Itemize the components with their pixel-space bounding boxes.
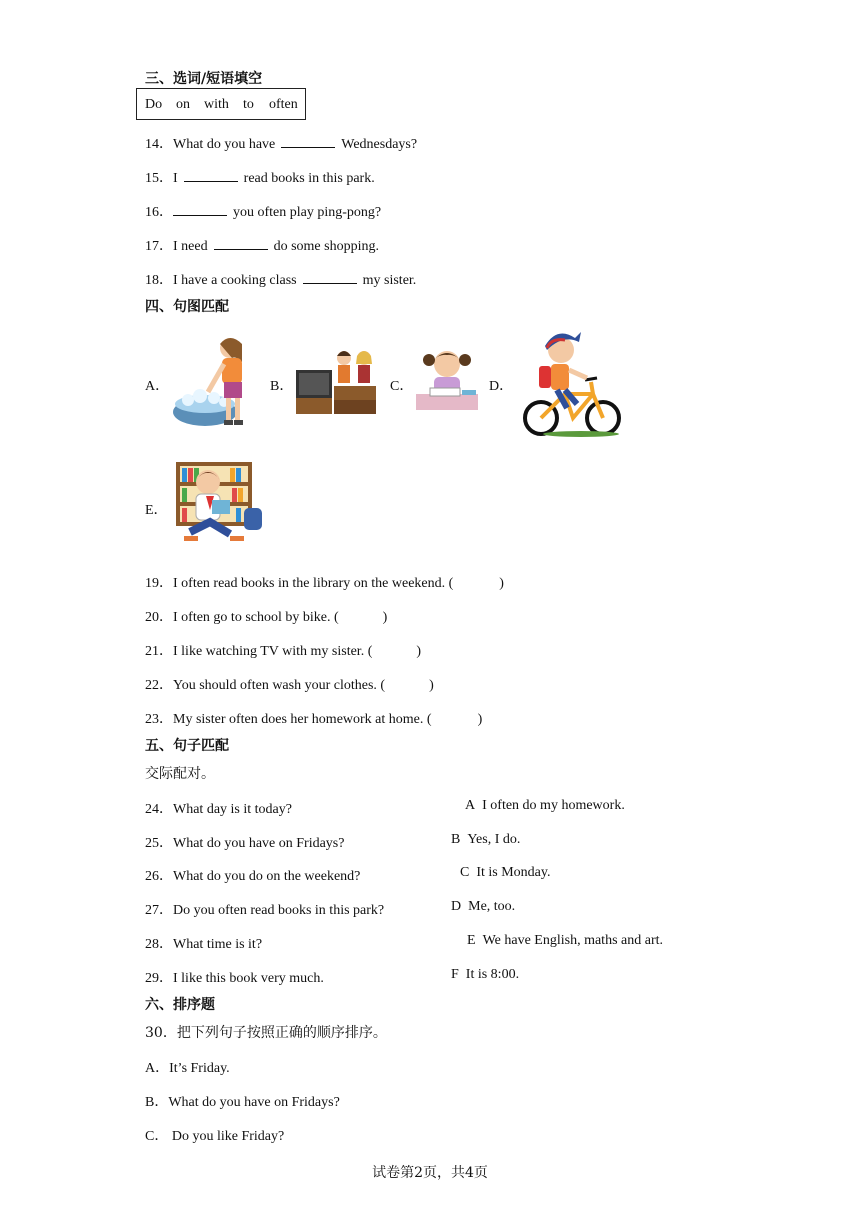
question-17 <box>145 235 379 255</box>
question-number: 23． <box>145 712 173 727</box>
close-paren: ) <box>477 712 483 727</box>
question-number: 19． <box>145 576 173 591</box>
section-6-title: 六、排序题 <box>145 997 215 1013</box>
question-16 <box>145 201 381 221</box>
reading-in-library-picture <box>170 460 266 552</box>
question-text: I have a cooking class <box>173 273 297 288</box>
question-text: my sister. <box>362 273 417 288</box>
question-number: 18． <box>145 273 173 288</box>
order-option-c: C． Do you like Friday? <box>145 1129 285 1144</box>
picture-label-b: B． <box>270 379 294 394</box>
picture-label-e: E． <box>145 503 168 518</box>
word-box <box>136 88 306 120</box>
word-option: on <box>176 97 190 112</box>
question-22 <box>145 674 434 694</box>
question-number: 15． <box>145 171 173 186</box>
question-text: You should often wash your clothes. ( <box>173 678 386 693</box>
match-question-27: 27．Do you often read books in this park? <box>145 903 385 918</box>
word-option: often <box>269 97 298 112</box>
question-text: I <box>173 171 178 186</box>
question-number: 20． <box>145 610 173 625</box>
question-text: do some shopping. <box>273 239 379 254</box>
section-5-title: 五、句子匹配 <box>145 738 229 754</box>
answer-blank[interactable] <box>184 171 238 182</box>
section-3-title: 三、选词/短语填空 <box>145 71 263 87</box>
doing-homework-picture <box>412 346 482 414</box>
question-number: 22． <box>145 678 173 693</box>
question-text: you often play ping-pong? <box>233 205 382 220</box>
question-14 <box>145 133 417 153</box>
match-question-24: 24．What day is it today? <box>145 802 292 817</box>
close-paren: ) <box>416 644 422 659</box>
question-number: 16． <box>145 205 173 220</box>
word-option: to <box>243 97 254 112</box>
question-18 <box>145 269 416 289</box>
picture-label-c: C． <box>390 379 414 394</box>
question-19 <box>145 572 504 592</box>
order-option-a: A．It’s Friday. <box>145 1061 230 1076</box>
question-text: I often go to school by bike. ( <box>173 610 339 625</box>
word-option: Do <box>145 97 163 112</box>
riding-bike-picture <box>521 322 625 442</box>
match-question-25: 25．What do you have on Fridays? <box>145 836 345 851</box>
match-answer-f: F It is 8:00. <box>451 967 520 982</box>
section-4-title: 四、句图匹配 <box>145 299 229 315</box>
question-text: I like watching TV with my sister. ( <box>173 644 373 659</box>
watching-tv-picture <box>294 346 378 416</box>
match-answer-d: D Me, too. <box>451 899 516 914</box>
close-paren: ) <box>429 678 434 693</box>
answer-blank[interactable] <box>281 137 335 148</box>
close-paren: ) <box>499 576 504 591</box>
question-number: 14． <box>145 137 173 152</box>
close-paren: ) <box>382 610 388 625</box>
question-text: What do you have <box>173 137 276 152</box>
match-answer-e: E We have English, maths and art. <box>467 933 663 948</box>
order-option-b: B．What do you have on Fridays? <box>145 1095 340 1110</box>
question-15 <box>145 167 375 187</box>
question-text: Wednesdays? <box>341 137 418 152</box>
section-5-instruction: 交际配对。 <box>145 766 215 782</box>
answer-blank[interactable] <box>303 273 357 284</box>
question-text: I often read books in the library on the weekend. ( <box>173 576 454 591</box>
question-number: 17． <box>145 239 173 254</box>
washing-clothes-picture <box>170 332 260 432</box>
question-text: read books in this park. <box>243 171 375 186</box>
question-23 <box>145 708 482 728</box>
question-20 <box>145 606 387 626</box>
question-30: 30．把下列句子按照正确的顺序排序。 <box>145 1025 387 1041</box>
question-text: My sister often does her homework at home. ( <box>173 712 432 727</box>
picture-label-d: D． <box>489 379 514 394</box>
picture-label-a: A． <box>145 379 170 394</box>
question-21 <box>145 640 421 660</box>
match-question-29: 29．I like this book very much. <box>145 971 324 986</box>
answer-blank[interactable] <box>214 239 268 250</box>
question-text: I need <box>173 239 208 254</box>
page-footer: 试卷第2页，共4页 <box>372 1165 488 1181</box>
match-question-28: 28．What time is it? <box>145 937 263 952</box>
match-answer-b: B Yes, I do. <box>451 832 521 847</box>
question-number: 21． <box>145 644 173 659</box>
match-answer-a: A I often do my homework. <box>465 798 625 813</box>
match-answer-c: C It is Monday. <box>460 865 551 880</box>
match-question-26: 26．What do you do on the weekend? <box>145 869 361 884</box>
word-option: with <box>204 97 229 112</box>
answer-blank[interactable] <box>173 205 227 216</box>
